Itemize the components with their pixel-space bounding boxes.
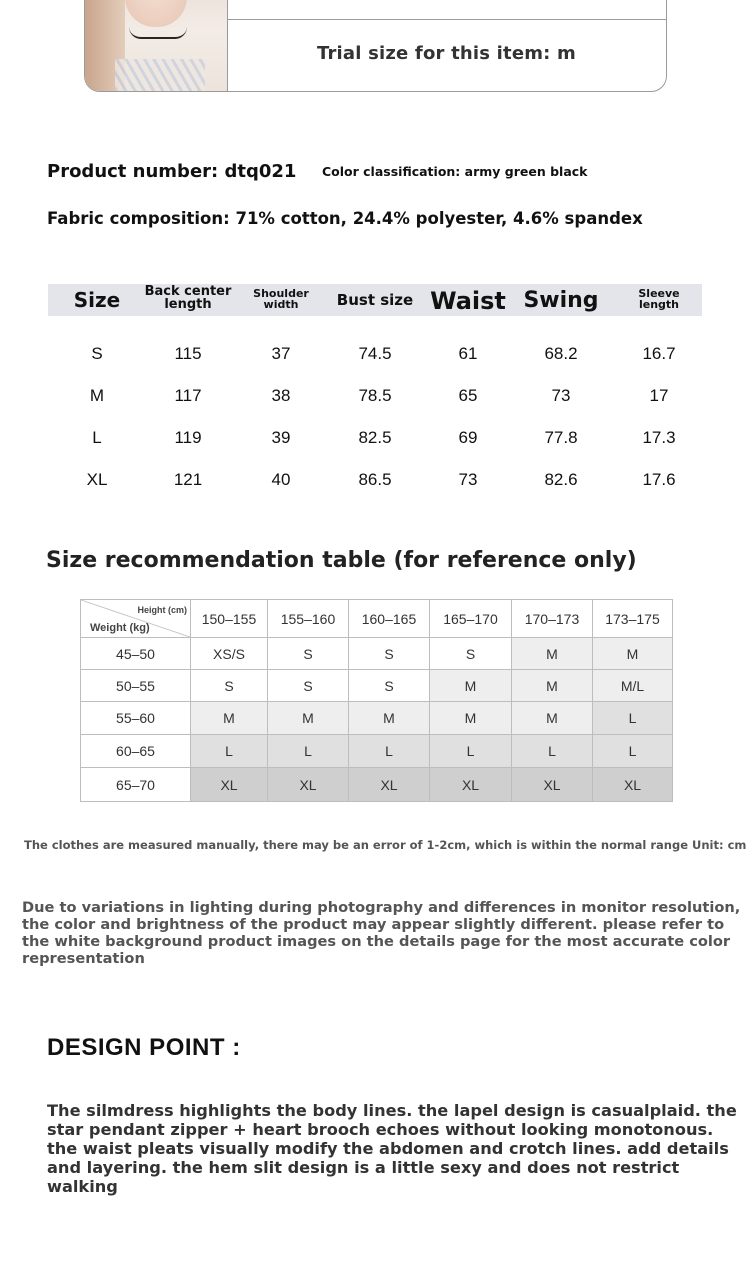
height-range-header: 173–175 xyxy=(593,600,673,638)
size-cell: M xyxy=(512,702,593,735)
size-cell: L xyxy=(191,735,268,768)
size-value-waist: 73 xyxy=(458,470,478,489)
card-divider xyxy=(227,19,666,20)
header-sleeve-length: Sleeve length xyxy=(638,287,680,311)
size-cell: M xyxy=(430,702,512,735)
size-cell: M xyxy=(512,638,593,670)
recommendation-table xyxy=(80,599,673,802)
size-cell: M xyxy=(191,702,268,735)
trial-size-card xyxy=(84,0,667,92)
model-photo xyxy=(85,0,228,91)
size-cell: L xyxy=(268,735,349,768)
size-value-sleeve-length: 17.6 xyxy=(642,470,676,489)
size-value-shoulder-width: 37 xyxy=(271,344,291,363)
header-shoulder-width: Shoulder width xyxy=(253,287,309,311)
size-cell: XL xyxy=(512,768,593,802)
lighting-note: Due to variations in lighting during photography and differences in monitor resolution, the color and brightness of the product may appear slightly different. please refer to the white background product images on the details page for the most accurate color representation xyxy=(22,899,741,967)
height-range-header: 170–173 xyxy=(512,600,593,638)
height-range-header: 150–155 xyxy=(191,600,268,638)
height-label: Height (cm) xyxy=(137,605,187,615)
height-range-header: 165–170 xyxy=(430,600,512,638)
size-value-bust-size: 86.5 xyxy=(358,470,392,489)
size-cell: L xyxy=(512,735,593,768)
size-value-swing: 73 xyxy=(551,386,571,405)
size-cell: S xyxy=(191,670,268,702)
size-cell: L xyxy=(430,735,512,768)
choker-necklace xyxy=(129,27,187,39)
table-row xyxy=(81,670,673,702)
size-value-swing: 82.6 xyxy=(544,470,578,489)
size-label: M xyxy=(89,386,105,405)
size-value-back-center-length: 115 xyxy=(174,344,202,363)
size-cell: S xyxy=(349,670,430,702)
fabric-composition: Fabric composition: 71% cotton, 24.4% polyester, 4.6% spandex xyxy=(47,209,643,228)
header-swing: Swing xyxy=(523,288,599,313)
size-value-waist: 61 xyxy=(458,344,478,363)
size-value-sleeve-length: 17 xyxy=(649,386,669,405)
table-row xyxy=(81,768,673,802)
size-cell: XS/S xyxy=(191,638,268,670)
size-value-sleeve-length: 17.3 xyxy=(642,428,676,447)
design-point-title: DESIGN POINT : xyxy=(47,1034,241,1061)
product-number: Product number: dtq021 xyxy=(47,161,297,182)
size-cell: S xyxy=(268,638,349,670)
height-range-header: 155–160 xyxy=(268,600,349,638)
size-value-bust-size: 82.5 xyxy=(358,428,392,447)
trial-size-text: Trial size for this item: m xyxy=(316,43,577,64)
size-value-back-center-length: 117 xyxy=(174,386,202,405)
size-value-bust-size: 74.5 xyxy=(358,344,392,363)
weight-range-cell: 55–60 xyxy=(81,702,191,735)
measurement-note: The clothes are measured manually, there may be an error of 1-2cm, which is within the normal range Unit: cm xyxy=(24,838,747,852)
table-row xyxy=(81,735,673,768)
size-cell: L xyxy=(349,735,430,768)
size-value-shoulder-width: 38 xyxy=(271,386,291,405)
weight-range-cell: 45–50 xyxy=(81,638,191,670)
model-face xyxy=(125,0,187,27)
corner-cell xyxy=(81,600,191,638)
size-cell: XL xyxy=(430,768,512,802)
header-size: Size xyxy=(73,288,121,312)
size-value-sleeve-length: 16.7 xyxy=(642,344,676,363)
size-cell: L xyxy=(593,735,673,768)
weight-label: Weight (kg) xyxy=(90,622,150,634)
size-cell: S xyxy=(349,638,430,670)
size-cell: M/L xyxy=(593,670,673,702)
tee-print xyxy=(115,59,205,91)
size-label: L xyxy=(92,428,102,447)
size-cell: S xyxy=(430,638,512,670)
table-row xyxy=(81,702,673,735)
weight-range-cell: 50–55 xyxy=(81,670,191,702)
size-cell: XL xyxy=(268,768,349,802)
table-row xyxy=(81,638,673,670)
size-cell: M xyxy=(512,670,593,702)
size-label: XL xyxy=(86,470,108,489)
size-cell: S xyxy=(268,670,349,702)
size-value-back-center-length: 119 xyxy=(174,428,202,447)
table-row xyxy=(81,600,673,638)
size-cell: M xyxy=(430,670,512,702)
header-waist: Waist xyxy=(430,287,506,315)
size-cell: XL xyxy=(349,768,430,802)
size-value-shoulder-width: 40 xyxy=(271,470,291,489)
size-cell: L xyxy=(593,702,673,735)
size-value-waist: 69 xyxy=(458,428,478,447)
design-point-body: The silmdress highlights the body lines. the lapel design is casualplaid. the star pendant zipper + heart brooch echoes without looking monotonous. the waist pleats visually modify the abdomen and crotch lines. add details and layering. the hem slit design is a little sexy and does not restrict walking xyxy=(47,1101,737,1196)
color-classification: Color classification: army green black xyxy=(322,164,588,179)
size-cell: XL xyxy=(593,768,673,802)
weight-range-cell: 60–65 xyxy=(81,735,191,768)
size-value-back-center-length: 121 xyxy=(173,470,203,489)
recommendation-title: Size recommendation table (for reference only) xyxy=(46,548,637,573)
size-value-swing: 68.2 xyxy=(544,344,578,363)
size-cell: XL xyxy=(191,768,268,802)
header-back-center-length: Back center length xyxy=(144,284,232,312)
height-range-header: 160–165 xyxy=(349,600,430,638)
size-cell: M xyxy=(593,638,673,670)
header-bust-size: Bust size xyxy=(336,291,414,309)
size-value-swing: 77.8 xyxy=(544,428,578,447)
weight-range-cell: 65–70 xyxy=(81,768,191,802)
size-value-bust-size: 78.5 xyxy=(358,386,392,405)
size-value-waist: 65 xyxy=(458,386,478,405)
size-value-shoulder-width: 39 xyxy=(271,428,291,447)
size-cell: M xyxy=(349,702,430,735)
size-cell: M xyxy=(268,702,349,735)
size-label: S xyxy=(91,344,103,363)
